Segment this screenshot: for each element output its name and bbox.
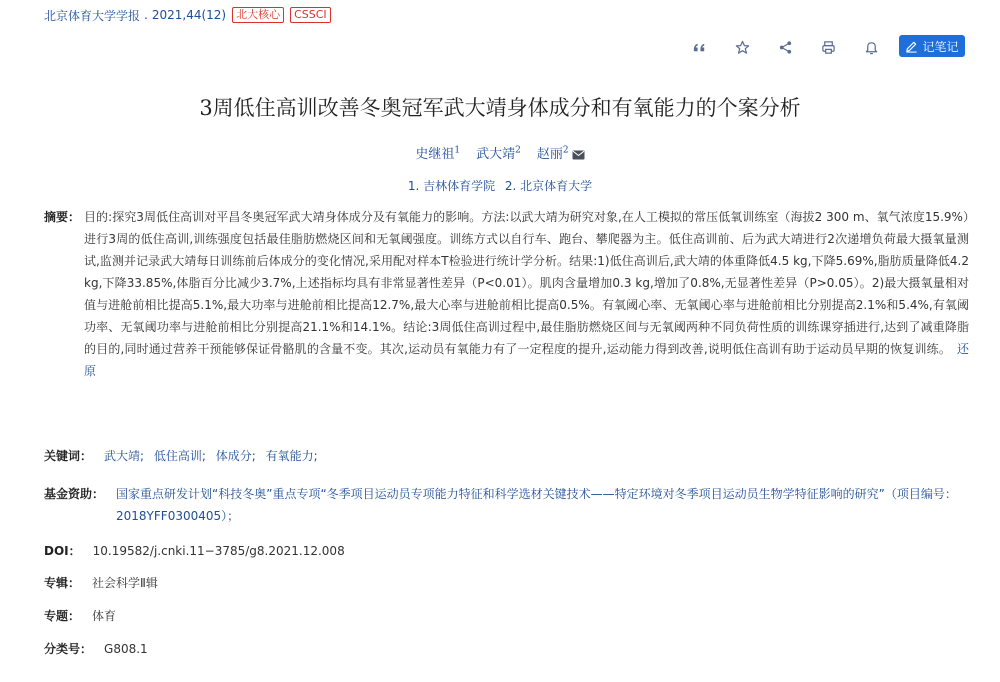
take-note-label: 记笔记 xyxy=(922,39,959,54)
quote-icon xyxy=(692,40,707,55)
author-link[interactable] xyxy=(537,143,585,162)
share-button[interactable] xyxy=(772,35,798,59)
journal-separator: . xyxy=(144,8,148,22)
core-journal-badge: 北大核心 xyxy=(232,7,284,23)
author-name: 武大靖 xyxy=(476,147,516,162)
share-icon xyxy=(778,40,793,55)
classification-label: 分类号： xyxy=(44,642,93,656)
abstract-label: 摘要： xyxy=(44,210,81,224)
author-affiliation-number: 1 xyxy=(454,145,461,156)
keyword-link[interactable]: 有氧能力; xyxy=(265,449,318,463)
cite-button[interactable] xyxy=(686,35,712,59)
star-icon xyxy=(735,40,750,55)
topic-value: 体育 xyxy=(92,609,117,623)
journal-name-link[interactable]: 北京体育大学学报 xyxy=(44,8,141,23)
doi-value: 10.19582/j.cnki.11−3785/g8.2021.12.008 xyxy=(92,544,345,558)
fund-link[interactable]: 国家重点研发计划“科技冬奥”重点专项“冬季项目运动员专项能力特征和科学选材关键技术——特定环境对冬季项目运动员生物学特征影响的研究”（项目编号：2018YFF0300405）； xyxy=(116,487,957,523)
journal-issue-link[interactable]: 2021,44(12) xyxy=(151,8,227,22)
article-title: 3周低住高训改善冬奥冠军武大靖身体成分和有氧能力的个案分析 xyxy=(199,96,801,120)
print-icon xyxy=(821,40,836,55)
author-affiliation-number: 2 xyxy=(515,145,521,156)
author-link[interactable] xyxy=(415,143,460,162)
author-name: 赵丽 xyxy=(536,147,563,162)
author-affiliation-number: 2 xyxy=(562,145,569,156)
article-toolbar xyxy=(686,35,901,59)
restore-link[interactable]: 还原 xyxy=(84,342,969,378)
abstract-section xyxy=(44,206,969,382)
affiliation-link[interactable]: 2. 北京体育大学 xyxy=(504,179,593,193)
author-name: 史继祖 xyxy=(415,147,455,162)
classification-value: G808.1 xyxy=(104,642,148,656)
journal-info xyxy=(44,6,331,24)
affiliation-list xyxy=(0,177,1000,194)
keywords-label: 关键词： xyxy=(44,449,93,463)
abstract-text: 目的:探究3周低住高训对平昌冬奥冠军武大靖身体成分及有氧能力的影响。方法:以武大靖为研究对象,在人工模拟的常压低氧训练室（海拔2 300 m、氧气浓度15.9%）进行3周的低住高训,训练强度包括最佳脂肪燃烧区间和无氧阈强度。训练方式以自行车、跑台、攀爬器为主。低住高训前、后为武大靖进行2次递增负荷最大摄氧量测试,监测并记录武大靖每日训练前后体成分的变化情况,采用配对样本T检验进行统计学分析。结果:1)低住高训后,武大靖的体重降低4.5 kg,下降5.69%,脂肪质量降低4.2 kg,下降33.85%,体脂百分比减少3.7%,上述指标均具有非常显著性差异（P<0.01）。肌肉含量增加0.3 kg,增加了0.8%,无显著性差异（P>0.05）。2)最大摄氧量相对值与进舱前相比提高5.1%,最大功率与进舱前相比提高12.7%,最大心率与进舱前相比提高0.5%。有氧阈心率、无氧阈心率与进舱前相比分别提高2.1%和5.4%,有氧阈功率、无氧阈功率与进舱前相比分别提高21.1%和14.1%。结论:3周低住高训过程中,最佳脂肪燃烧区间与无氧阈两种不同负荷性质的训练课穿插进行,达到了减重降脂的目的,同时通过营养干预能够保证骨骼肌的含量不变。其次,运动员有氧能力有了一定程度的提升,运动能力得到改善,说明低住高训有助于运动员早期的恢复训练。 xyxy=(84,210,969,356)
keyword-link[interactable]: 低住高训; xyxy=(153,449,206,463)
fund-row xyxy=(44,483,966,527)
author-list xyxy=(0,143,1000,162)
classification-row xyxy=(44,638,148,660)
doi-row xyxy=(44,540,345,562)
keyword-link[interactable]: 体成分; xyxy=(215,449,256,463)
topic-label: 专题： xyxy=(44,609,81,623)
print-button[interactable] xyxy=(815,35,841,59)
doi-label: DOI： xyxy=(44,544,81,558)
subscribe-button[interactable] xyxy=(858,35,884,59)
keywords-row xyxy=(44,445,324,467)
mail-icon[interactable] xyxy=(572,150,585,160)
topic-row xyxy=(44,605,116,627)
fund-label: 基金资助： xyxy=(44,487,105,501)
series-row xyxy=(44,572,158,594)
cssci-badge: CSSCI xyxy=(290,7,331,23)
author-link[interactable] xyxy=(476,143,521,162)
abstract-body xyxy=(84,206,969,382)
affiliation-link[interactable]: 1. 吉林体育学院 xyxy=(407,179,496,193)
keyword-link[interactable]: 武大靖; xyxy=(104,449,145,463)
pencil-icon xyxy=(905,40,918,53)
bell-icon xyxy=(864,40,879,55)
series-value: 社会科学Ⅱ辑 xyxy=(92,576,158,590)
series-label: 专辑： xyxy=(44,576,81,590)
take-note-button[interactable] xyxy=(899,35,965,57)
favorite-button[interactable] xyxy=(729,35,755,59)
